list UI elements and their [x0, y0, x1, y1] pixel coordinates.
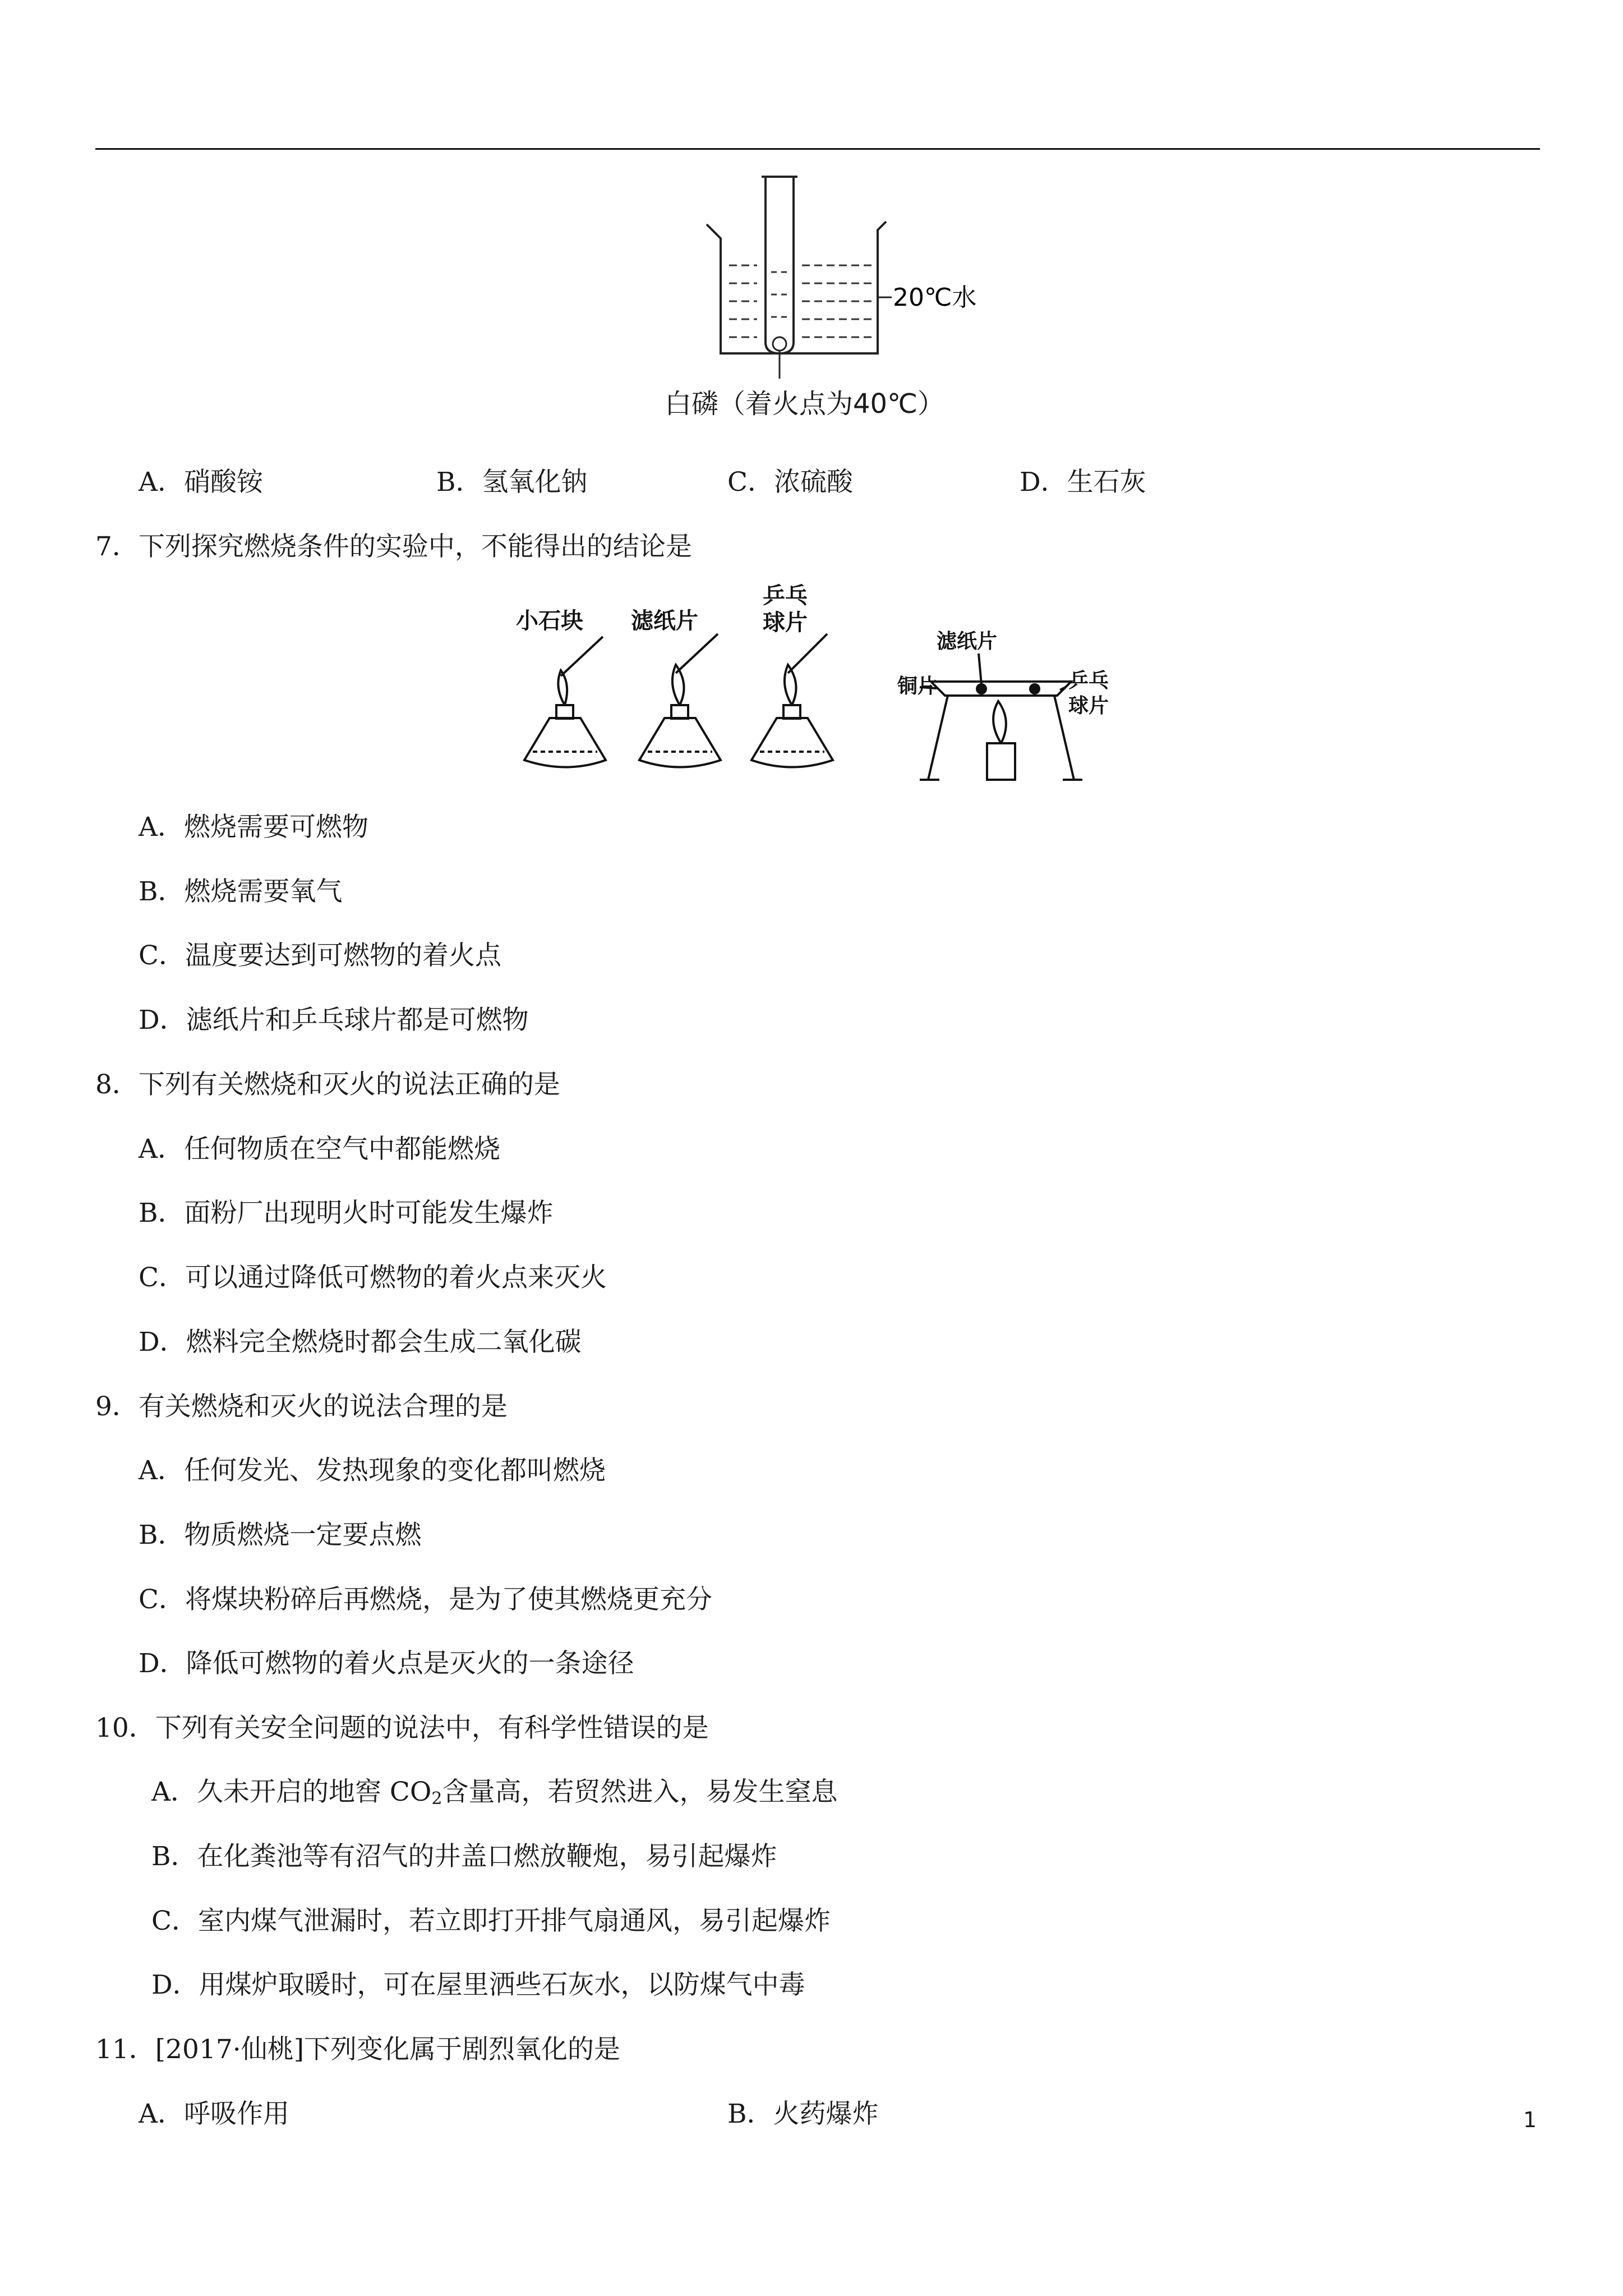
q10-option-d[interactable]: D．用煤炉取暖时，可在屋里洒些石灰水，以防煤气中毒 [151, 1970, 805, 2000]
q7-option-c[interactable]: C．温度要达到可燃物的着火点 [139, 940, 501, 971]
label-paper-right: 滤纸片 [937, 630, 998, 653]
label-stone: 小石块 [516, 608, 583, 634]
q7-option-a[interactable]: A．燃烧需要可燃物 [139, 812, 368, 843]
q10-option-a[interactable] [151, 1775, 837, 1816]
q6-option-c[interactable]: C．浓硫酸 [727, 467, 853, 498]
lamp-2 [639, 634, 721, 767]
q11-option-a[interactable]: A．呼吸作用 [139, 2099, 289, 2129]
label-pingpong-2: 球片 [763, 610, 808, 636]
q9-option-c[interactable]: C．将煤块粉碎后再燃烧，是为了使其燃烧更充分 [139, 1584, 712, 1615]
q10-option-b[interactable]: B．在化粪池等有沼气的井盖口燃放鞭炮，易引起爆炸 [151, 1841, 777, 1872]
q10-option-a-post: 含量高，若贸然进入，易发生窒息 [442, 1777, 838, 1807]
label-copper: 铜片 [897, 675, 938, 698]
q9-stem: 9．有关燃烧和灭火的说法合理的是 [95, 1391, 508, 1422]
q7-option-b[interactable]: B．燃烧需要氧气 [139, 876, 343, 907]
water-label: 20℃水 [893, 283, 977, 312]
q9-option-b[interactable]: B．物质燃烧一定要点燃 [139, 1520, 422, 1550]
q6-option-a[interactable]: A．硝酸铵 [139, 467, 263, 498]
q8-option-b[interactable]: B．面粉厂出现明火时可能发生爆炸 [139, 1198, 554, 1228]
q9-option-a[interactable]: A．任何发光、发热现象的变化都叫燃烧 [139, 1455, 606, 1486]
q10-option-a-pre: A．久未开启的地窖 CO [151, 1777, 432, 1807]
label-paper: 滤纸片 [631, 608, 698, 634]
label-pingpong-right-1: 乒乓 [1068, 669, 1109, 692]
q8-stem: 8．下列有关燃烧和灭火的说法正确的是 [95, 1069, 560, 1100]
lamp-3 [751, 634, 833, 767]
q7-option-d[interactable]: D．滤纸片和乒乓球片都是可燃物 [139, 1005, 529, 1036]
label-pingpong-1: 乒乓 [763, 583, 808, 609]
page-number: 1 [1523, 2108, 1537, 2132]
q8-option-a[interactable]: A．任何物质在空气中都能燃烧 [139, 1134, 500, 1165]
q6-option-b[interactable]: B．氢氧化钠 [436, 467, 588, 498]
combustion-diagram [505, 581, 1138, 805]
figure1-caption: 白磷（着火点为40℃） [665, 388, 944, 420]
q9-option-d[interactable]: D．降低可燃物的着火点是灭火的一条途径 [139, 1648, 634, 1679]
header-rule [95, 148, 1540, 150]
q11-option-b[interactable]: B．火药爆炸 [727, 2099, 879, 2129]
q8-option-d[interactable]: D．燃料完全燃烧时都会生成二氧化碳 [139, 1327, 582, 1358]
label-pingpong-right-2: 球片 [1068, 694, 1109, 717]
q10-stem: 10．下列有关安全问题的说法中，有科学性错误的是 [95, 1713, 709, 1743]
q6-option-d[interactable]: D．生石灰 [1020, 467, 1146, 498]
q10-option-c[interactable]: C．室内煤气泄漏时，若立即打开排气扇通风，易引起爆炸 [151, 1906, 831, 1936]
q8-option-c[interactable]: C．可以通过降低可燃物的着火点来灭火 [139, 1262, 607, 1293]
q10-option-a-sub: 2 [431, 1789, 442, 1809]
q11-stem: 11．[2017·仙桃]下列变化属于剧烈氧化的是 [95, 2034, 621, 2065]
lamp-1 [524, 637, 606, 767]
q7-stem: 7．下列探究燃烧条件的实验中，不能得出的结论是 [95, 531, 692, 562]
figure-combustion [505, 581, 1138, 805]
tripod-copper [920, 654, 1082, 780]
